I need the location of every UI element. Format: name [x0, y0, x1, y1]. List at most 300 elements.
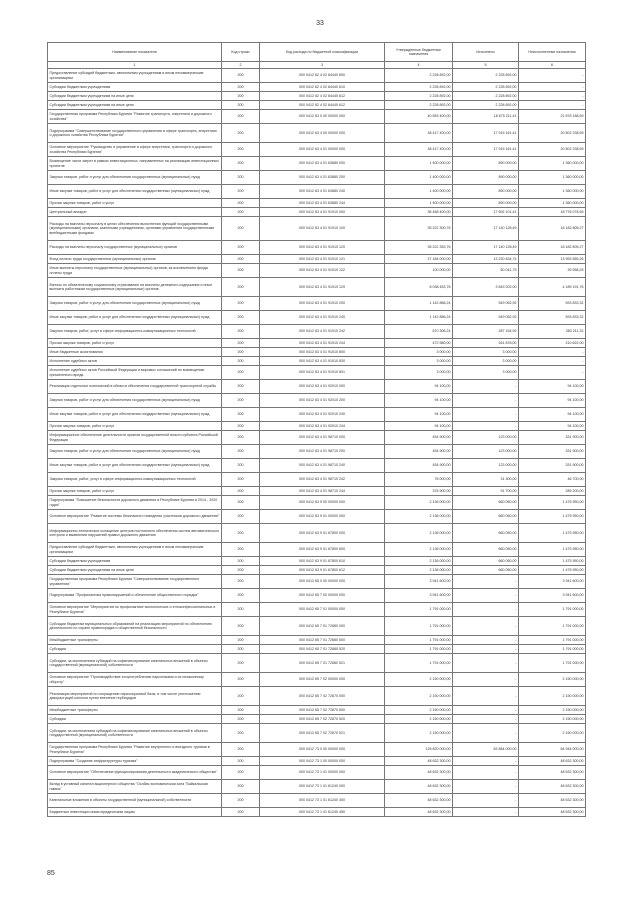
row-executed-amount: 17 915 161,41	[453, 124, 519, 143]
row-budget-code: 000 0412 63 4 01 91010 200	[260, 297, 385, 311]
row-indicator-name: Иные закупки товаров, работ и услуг для обеспечения государственных (муниципальных) нужд	[48, 459, 222, 473]
table-body	[48, 69, 586, 817]
row-line-code: 200	[222, 673, 260, 687]
row-indicator-name: Подпрограмма "Повышение безопасности дорожного движения в Республике Бурятия в 2014 - 2020 годах"	[48, 496, 222, 510]
table-row	[48, 422, 586, 431]
row-approved-amount: 1 791 000,00	[385, 654, 453, 673]
row-budget-code: 000 0412 63 4 01 63880 000	[260, 157, 385, 171]
row-approved-amount: 48 632 300,00	[385, 780, 453, 794]
page-number: 33	[316, 20, 324, 27]
row-indicator-name: Государственная программа Республики Бурятия "Совершенствование государственного управления"	[48, 575, 222, 589]
row-indicator-name: Капитальные вложения в объекты государственной (муниципальной) собственности	[48, 794, 222, 808]
row-approved-amount: 3 000,00	[385, 357, 453, 366]
row-budget-code: 000 0412 62 4 02 64440 600	[260, 69, 385, 83]
row-budget-code: 000 0412 65 7 02 00000 000	[260, 673, 385, 687]
row-approved-amount: 1 142 886,24	[385, 311, 453, 325]
row-line-code: 200	[222, 339, 260, 348]
table-row	[48, 325, 586, 339]
row-approved-amount: 48 632 300,00	[385, 766, 453, 780]
row-unexecuted-amount: 2 150 000,00	[519, 673, 586, 687]
row-executed-amount: 2 228 892,00	[453, 69, 519, 83]
row-executed-amount: 549 052,92	[453, 311, 519, 325]
row-indicator-name: Субсидии бюджетам муниципальных образований на реализацию мероприятий по обеспечению деятельности по охране правопорядка и общественной безопасности	[48, 617, 222, 636]
row-executed-amount: 17 140 128,49	[453, 217, 519, 241]
row-indicator-name: Прочая закупка товаров, работ и услуг	[48, 487, 222, 496]
row-line-code: 200	[222, 199, 260, 208]
row-indicator-name: Субсидии	[48, 645, 222, 654]
row-unexecuted-amount: 1 475 950,00	[519, 496, 586, 510]
row-budget-code: 000 0412 63 4 01 91010 831	[260, 366, 385, 380]
row-budget-code: 000 0412 62 4 02 64440 612	[260, 101, 385, 110]
row-line-code: 200	[222, 394, 260, 408]
row-budget-code: 000 0412 65 7 02 72670 500	[260, 706, 385, 715]
row-unexecuted-amount: 48 632 300,00	[519, 780, 586, 794]
row-approved-amount: 2 228 892,00	[385, 83, 453, 92]
row-budget-code: 000 0412 63 4 01 91010 000	[260, 208, 385, 217]
row-line-code: 200	[222, 422, 260, 431]
row-line-code: 200	[222, 496, 260, 510]
table-row	[48, 794, 586, 808]
row-unexecuted-amount: 94 100,00	[519, 422, 586, 431]
row-indicator-name: Возмещение части затрат в рамках инвестиционных, направленных на реализацию инвестиционных проектов	[48, 157, 222, 171]
row-line-code: 200	[222, 566, 260, 575]
row-unexecuted-amount: 1 791 000,00	[519, 645, 586, 654]
row-unexecuted-amount: 94 100,00	[519, 380, 586, 394]
row-executed-amount: 890 000,00	[453, 171, 519, 185]
row-indicator-name: Бюджетные инвестиции иным юридическим лицам	[48, 808, 222, 817]
header-line-code: Код строки	[222, 43, 260, 62]
row-line-code: 200	[222, 431, 260, 445]
row-approved-amount: 48 632 300,00	[385, 808, 453, 817]
row-line-code: 200	[222, 794, 260, 808]
row-line-code: 200	[222, 543, 260, 557]
row-indicator-name: Иные выплаты персоналу государственных (муниципальных) органов, за исключением фонда оплаты труда	[48, 264, 222, 278]
column-number: 1	[48, 62, 222, 69]
table-row	[48, 654, 586, 673]
table-row	[48, 217, 586, 241]
table-row	[48, 157, 586, 171]
row-approved-amount: 2 150 000,00	[385, 673, 453, 687]
row-line-code: 200	[222, 557, 260, 566]
row-budget-code: 000 0412 63 4 01 91010 800	[260, 348, 385, 357]
row-line-code: 200	[222, 715, 260, 724]
row-indicator-name: Подпрограмма "Создание инфраструктуры туризма"	[48, 757, 222, 766]
row-budget-code: 000 0412 63 4 01 98710 244	[260, 487, 385, 496]
row-unexecuted-amount: 210 622,00	[519, 339, 586, 348]
row-indicator-name: Подпрограмма "Совершенствование государственного управления в сфере транспорта, энергетики и дорожного хозяйства Республики Бурятия"	[48, 124, 222, 143]
row-approved-amount: 8 038 453,76	[385, 278, 453, 297]
row-approved-amount: 1 791 000,00	[385, 603, 453, 617]
row-indicator-name: Государственная программа Республики Бурятия "Развитие внутреннего и въездного туризма в Республике Бурятия"	[48, 743, 222, 757]
row-indicator-name: Основное мероприятие "Развитие системы безопасного поведения участников дорожного движения"	[48, 510, 222, 524]
row-line-code: 200	[222, 617, 260, 636]
row-executed-amount: -	[453, 617, 519, 636]
row-executed-amount: 123 000,00	[453, 445, 519, 459]
row-indicator-name: Субсидии бюджетным учреждениям на иные цели	[48, 92, 222, 101]
row-indicator-name: Прочая закупка товаров, работ и услуг	[48, 339, 222, 348]
row-approved-amount: 94 100,00	[385, 408, 453, 422]
row-budget-code: 000 0412 63 4 01 98710 000	[260, 431, 385, 445]
row-unexecuted-amount: 39 958,25	[519, 264, 586, 278]
row-unexecuted-amount: 285 200,00	[519, 487, 586, 496]
table-row	[48, 431, 586, 445]
row-line-code: 200	[222, 654, 260, 673]
row-line-code: 200	[222, 241, 260, 255]
table-row	[48, 603, 586, 617]
row-executed-amount: 17 692 101,41	[453, 208, 519, 217]
row-line-code: 200	[222, 524, 260, 543]
row-budget-code: 000 0412 65 7 02 72670 000	[260, 687, 385, 706]
row-budget-code: 000 0412 63 4 01 91010 242	[260, 325, 385, 339]
header-indicator-name: Наименование показателя	[48, 43, 222, 62]
row-budget-code: 000 0412 63 4 01 91010 830	[260, 357, 385, 366]
header-executed: Исполнено	[453, 43, 519, 62]
row-executed-amount: -	[453, 757, 519, 766]
table-row	[48, 143, 586, 157]
row-approved-amount: 2 228 892,00	[385, 101, 453, 110]
row-unexecuted-amount: 2 150 000,00	[519, 715, 586, 724]
row-unexecuted-amount: 331 900,00	[519, 431, 586, 445]
row-executed-amount: 2 228 892,00	[453, 92, 519, 101]
row-budget-code: 000 0412 73 1 01 00000 000	[260, 766, 385, 780]
row-unexecuted-amount: 1 360 000,00	[519, 157, 586, 171]
row-unexecuted-amount: 94 100,00	[519, 394, 586, 408]
row-line-code: 200	[222, 380, 260, 394]
row-unexecuted-amount: 1 475 950,00	[519, 510, 586, 524]
table-row	[48, 185, 586, 199]
row-executed-amount: 2 228 892,00	[453, 83, 519, 92]
row-approved-amount: 2 228 892,00	[385, 69, 453, 83]
table-row	[48, 636, 586, 645]
row-unexecuted-amount: -	[519, 83, 586, 92]
column-number-row	[48, 62, 586, 69]
table-row	[48, 673, 586, 687]
row-unexecuted-amount: 21 878 188,59	[519, 110, 586, 124]
row-indicator-name: Расходы на выплаты персоналу государственных (муниципальных) органов	[48, 241, 222, 255]
table-row	[48, 510, 586, 524]
row-unexecuted-amount: 48 632 300,00	[519, 766, 586, 780]
table-row	[48, 645, 586, 654]
row-approved-amount: 3 000,00	[385, 366, 453, 380]
row-indicator-name: Субсидии, за исключением субсидий на софинансирование капитальных вложений в объекты государственной (муниципальной) собственности	[48, 724, 222, 743]
row-executed-amount: 17 140 128,49	[453, 241, 519, 255]
row-approved-amount: 454 900,00	[385, 445, 453, 459]
row-executed-amount: 660 050,00	[453, 557, 519, 566]
row-budget-code: 000 0412 62 4 02 64440 610	[260, 83, 385, 92]
row-line-code: 200	[222, 575, 260, 589]
row-executed-amount: -	[453, 589, 519, 603]
row-executed-amount: -	[453, 687, 519, 706]
table-row	[48, 92, 586, 101]
row-budget-code: 000 0412 63 4 01 92010 244	[260, 422, 385, 431]
row-indicator-name: Информационно-техническое оснащение центров постоянного обеспечения систем автоматического контроля и выявления нарушений правил дорожного движения	[48, 524, 222, 543]
row-budget-code: 000 0412 65 7 02 72670 521	[260, 724, 385, 743]
row-indicator-name: Иные закупки товаров, работ и услуг для обеспечения государственных (муниципальных) нужд	[48, 311, 222, 325]
table-row	[48, 380, 586, 394]
row-line-code: 200	[222, 185, 260, 199]
table-row	[48, 110, 586, 124]
table-row	[48, 208, 586, 217]
row-unexecuted-amount: 4 189 191,76	[519, 278, 586, 297]
table-row	[48, 487, 586, 496]
row-approved-amount: 2 228 892,00	[385, 92, 453, 101]
row-approved-amount: 1 791 000,00	[385, 645, 453, 654]
budget-execution-table	[47, 42, 586, 817]
row-indicator-name: Основное мероприятие "Руководство и управление в сфере энергетики, транспорта и дорожного хозяйства Республики Бурятия"	[48, 143, 222, 157]
row-line-code: 200	[222, 357, 260, 366]
table-row	[48, 743, 586, 757]
table-row	[48, 83, 586, 92]
row-approved-amount: 1 400 000,00	[385, 185, 453, 199]
row-line-code: 200	[222, 757, 260, 766]
row-approved-amount: 27 184 000,00	[385, 255, 453, 264]
column-number: 6	[519, 62, 586, 69]
row-indicator-name: Иные бюджетные ассигнования	[48, 348, 222, 357]
table-row	[48, 278, 586, 297]
row-budget-code: 000 0412 63 4 01 92010 200	[260, 394, 385, 408]
row-approved-amount: 3 941 600,00	[385, 589, 453, 603]
row-line-code: 200	[222, 83, 260, 92]
row-budget-code: 000 0412 65 7 01 72680 521	[260, 654, 385, 673]
table-row	[48, 575, 586, 589]
row-line-code: 200	[222, 264, 260, 278]
column-number: 5	[453, 62, 519, 69]
row-budget-code: 000 0412 63 9 01 00000 000	[260, 510, 385, 524]
table-row	[48, 264, 586, 278]
row-executed-amount: -	[453, 422, 519, 431]
row-line-code: 200	[222, 724, 260, 743]
header-approved: Утвержденные бюджетные назначения	[385, 43, 453, 62]
row-unexecuted-amount: 1 791 000,00	[519, 603, 586, 617]
row-line-code: 200	[222, 589, 260, 603]
row-line-code: 200	[222, 143, 260, 157]
row-line-code: 200	[222, 766, 260, 780]
row-unexecuted-amount: -	[519, 348, 586, 357]
row-line-code: 200	[222, 687, 260, 706]
row-approved-amount: 94 100,00	[385, 380, 453, 394]
row-approved-amount: 100 000,00	[385, 264, 453, 278]
row-unexecuted-amount: 1 791 000,00	[519, 654, 586, 673]
row-executed-amount: -	[453, 408, 519, 422]
table-row	[48, 473, 586, 487]
row-approved-amount: 40 553 400,00	[385, 110, 453, 124]
row-approved-amount: 2 136 000,00	[385, 524, 453, 543]
row-unexecuted-amount: -	[519, 92, 586, 101]
table-row	[48, 617, 586, 636]
row-executed-amount: -	[453, 794, 519, 808]
row-unexecuted-amount: 20 502 238,59	[519, 124, 586, 143]
column-number: 4	[385, 62, 453, 69]
row-unexecuted-amount: 2 150 000,00	[519, 687, 586, 706]
row-indicator-name: Основное мероприятие "Мероприятия по профилактике экологических и этноконфессиональных в Республике Бурятия"	[48, 603, 222, 617]
table-row	[48, 706, 586, 715]
row-line-code: 200	[222, 171, 260, 185]
row-executed-amount: -	[453, 808, 519, 817]
row-line-code: 200	[222, 297, 260, 311]
table-row	[48, 557, 586, 566]
row-unexecuted-amount: 1 791 000,00	[519, 617, 586, 636]
table-row	[48, 566, 586, 575]
row-indicator-name: Расходы на выплаты персоналу в целях обеспечения выполнения функций государственными (муниципальными) органами, казенными учреждениями, органами управления государственными внебюджетными фондами	[48, 217, 222, 241]
row-budget-code: 000 0412 63 9 01 67800 610	[260, 557, 385, 566]
row-executed-amount: 287 154,92	[453, 325, 519, 339]
row-line-code: 200	[222, 255, 260, 264]
row-unexecuted-amount: 48 632 300,00	[519, 794, 586, 808]
row-budget-code: 000 0412 63 4 00 00000 000	[260, 124, 385, 143]
table-row	[48, 757, 586, 766]
row-approved-amount: 35 222 353,76	[385, 241, 453, 255]
row-indicator-name: Прочая закупка товаров, работ и услуг	[48, 199, 222, 208]
row-executed-amount: -	[453, 724, 519, 743]
row-approved-amount: 2 136 000,00	[385, 557, 453, 566]
row-line-code: 200	[222, 408, 260, 422]
row-indicator-name: Прочая закупка товаров, работ и услуг	[48, 422, 222, 431]
row-approved-amount: 2 136 000,00	[385, 566, 453, 575]
row-approved-amount: 670 306,24	[385, 325, 453, 339]
row-budget-code: 000 0412 63 9 01 67800 612	[260, 566, 385, 575]
row-line-code: 200	[222, 325, 260, 339]
row-budget-code: 000 0412 65 7 01 00000 000	[260, 603, 385, 617]
row-unexecuted-amount: 13 953 565,26	[519, 255, 586, 264]
row-executed-amount: -	[453, 654, 519, 673]
row-approved-amount: 35 222 300,76	[385, 217, 453, 241]
row-unexecuted-amount: 48 632 300,00	[519, 757, 586, 766]
row-executed-amount: -	[453, 394, 519, 408]
row-line-code: 200	[222, 743, 260, 757]
row-approved-amount: 1 400 000,00	[385, 199, 453, 208]
row-line-code: 200	[222, 311, 260, 325]
row-unexecuted-amount: 18 776 078,59	[519, 208, 586, 217]
table-row	[48, 496, 586, 510]
row-executed-amount: 660 050,00	[453, 510, 519, 524]
table-row	[48, 339, 586, 348]
row-executed-amount: -	[453, 575, 519, 589]
table-row	[48, 524, 586, 543]
table-row	[48, 589, 586, 603]
row-unexecuted-amount: 94 100,00	[519, 408, 586, 422]
row-budget-code: 000 0412 62 4 02 64440 612	[260, 92, 385, 101]
row-budget-code: 000 0412 63 4 01 92010 000	[260, 380, 385, 394]
row-executed-amount: 123 000,00	[453, 459, 519, 473]
table-row	[48, 687, 586, 706]
row-approved-amount: 2 136 000,00	[385, 496, 453, 510]
row-indicator-name: Предоставление субсидий бюджетным, автономным учреждениям и иным некоммерческим организациям	[48, 543, 222, 557]
row-line-code: 200	[222, 473, 260, 487]
table-row	[48, 366, 586, 380]
row-executed-amount: -	[453, 603, 519, 617]
row-executed-amount: 3 000,00	[453, 357, 519, 366]
row-approved-amount: 1 791 000,00	[385, 617, 453, 636]
row-approved-amount: 48 632 300,00	[385, 757, 453, 766]
row-approved-amount: 94 100,00	[385, 422, 453, 431]
row-unexecuted-amount: -	[519, 366, 586, 380]
row-budget-code: 000 0412 73 1 01 61240 450	[260, 808, 385, 817]
row-approved-amount: 454 900,00	[385, 459, 453, 473]
row-line-code: 200	[222, 157, 260, 171]
row-indicator-name: Реализация отдельных полномочий в области обеспечения государственной транспортной службы	[48, 380, 222, 394]
row-indicator-name: Межбюджетные трансферты	[48, 636, 222, 645]
row-unexecuted-amount: -	[519, 101, 586, 110]
row-indicator-name: Закупка товаров, работ, услуг в сфере информационно-коммуникационных технологий	[48, 325, 222, 339]
row-line-code: 200	[222, 706, 260, 715]
row-budget-code: 000 0412 63 9 01 67800 000	[260, 524, 385, 543]
row-approved-amount: 376 900,00	[385, 487, 453, 496]
row-unexecuted-amount: 1 475 950,00	[519, 566, 586, 575]
row-indicator-name: Центральный аппарат	[48, 208, 222, 217]
row-line-code: 200	[222, 603, 260, 617]
row-indicator-name: Закупка товаров, работ и услуг для обеспечения государственных (муниципальных) нужд	[48, 171, 222, 185]
row-line-code: 200	[222, 278, 260, 297]
row-executed-amount: 2 228 892,00	[453, 101, 519, 110]
row-budget-code: 000 0412 63 4 01 98710 240	[260, 459, 385, 473]
table-row	[48, 348, 586, 357]
row-indicator-name: Закупка товаров, работ и услуг для обеспечения государственных (муниципальных) нужд	[48, 297, 222, 311]
row-line-code: 200	[222, 510, 260, 524]
table-row	[48, 297, 586, 311]
row-executed-amount: -	[453, 706, 519, 715]
row-executed-amount: -	[453, 766, 519, 780]
row-budget-code: 000 0412 63 4 01 63880 200	[260, 171, 385, 185]
row-approved-amount: 2 150 000,00	[385, 715, 453, 724]
row-budget-code: 000 0412 65 0 00 00000 000	[260, 575, 385, 589]
row-budget-code: 000 0412 63 4 01 91010 121	[260, 255, 385, 264]
row-indicator-name: Основное мероприятие "Противодействие злоупотреблению наркотиками и их незаконному обороту"	[48, 673, 222, 687]
row-executed-amount: -	[453, 715, 519, 724]
row-unexecuted-amount: 3 941 600,00	[519, 589, 586, 603]
row-unexecuted-amount: 2 150 000,00	[519, 706, 586, 715]
row-budget-code: 000 0412 63 4 01 91010 120	[260, 241, 385, 255]
row-indicator-name: Основное мероприятие "Обеспечение функционирования деятельности академического общества"	[48, 766, 222, 780]
row-line-code: 200	[222, 366, 260, 380]
table-row	[48, 311, 586, 325]
row-indicator-name: Субсидии бюджетным учреждениям	[48, 557, 222, 566]
row-executed-amount: 3 849 202,00	[453, 278, 519, 297]
table-row	[48, 255, 586, 264]
row-indicator-name: Реализация мероприятий по сокращению наркосырьевой базы, в том числе уничтожению дикорастущей конопли путем внесения гербицидов	[48, 687, 222, 706]
row-approved-amount: 2 150 000,00	[385, 687, 453, 706]
row-unexecuted-amount: 18 182 805,27	[519, 217, 586, 241]
row-executed-amount: 60 041,75	[453, 264, 519, 278]
table-row	[48, 808, 586, 817]
row-indicator-name: Предоставление субсидий бюджетным, автономным учреждениям и иным некоммерческим организациям	[48, 69, 222, 83]
row-executed-amount: 91 700,00	[453, 487, 519, 496]
row-unexecuted-amount: 1 475 950,00	[519, 543, 586, 557]
row-executed-amount: 660 050,00	[453, 496, 519, 510]
row-budget-code: 000 0412 63 4 01 63880 240	[260, 185, 385, 199]
row-executed-amount: 890 000,00	[453, 157, 519, 171]
row-line-code: 200	[222, 645, 260, 654]
table-row	[48, 394, 586, 408]
row-approved-amount: 1 142 886,24	[385, 297, 453, 311]
row-unexecuted-amount: 20 502 238,59	[519, 143, 586, 157]
row-line-code: 200	[222, 101, 260, 110]
row-budget-code: 000 0412 65 7 00 00000 000	[260, 589, 385, 603]
table-row	[48, 724, 586, 743]
row-line-code: 200	[222, 110, 260, 124]
row-unexecuted-amount: 1 360 000,00	[519, 185, 586, 199]
row-executed-amount: 660 050,00	[453, 543, 519, 557]
row-unexecuted-amount: 331 900,00	[519, 459, 586, 473]
footer-page-number: 85	[47, 870, 55, 877]
row-unexecuted-amount: 593 833,32	[519, 297, 586, 311]
row-budget-code: 000 0412 63 0 00 00000 000	[260, 110, 385, 124]
row-executed-amount: 549 052,92	[453, 297, 519, 311]
row-line-code: 200	[222, 92, 260, 101]
row-executed-amount: -	[453, 780, 519, 794]
row-executed-amount: 17 915 161,41	[453, 143, 519, 157]
table-row	[48, 171, 586, 185]
row-unexecuted-amount: 48 632 300,00	[519, 808, 586, 817]
